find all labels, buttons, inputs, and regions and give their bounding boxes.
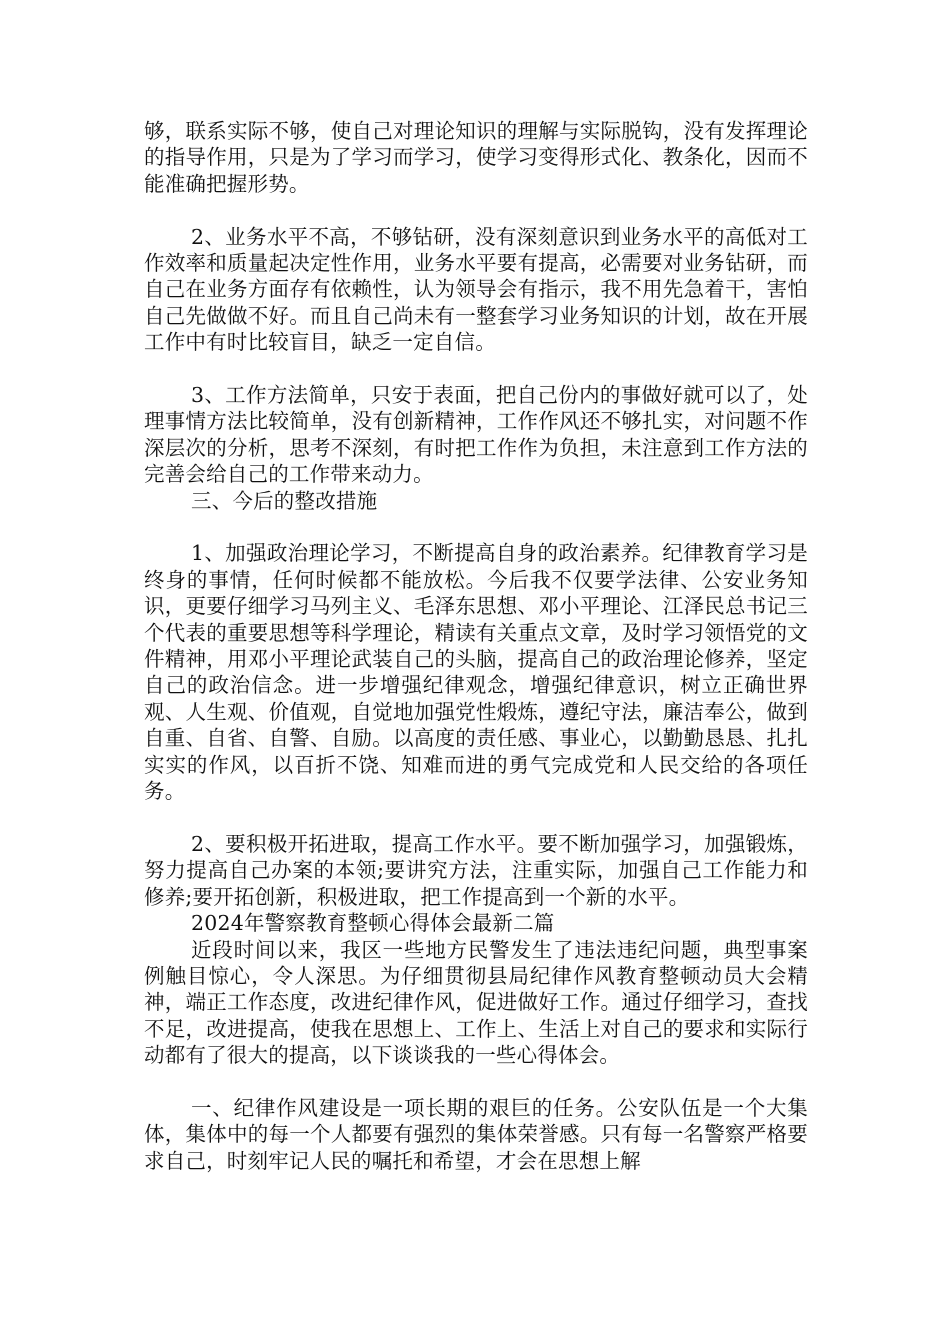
document-page — [144, 118, 808, 1174]
section-heading: 三、今后的整改措施 — [191, 488, 378, 513]
paragraph-item-2: 2、业务水平不高，不够钻研，没有深刻意识到业务水平的高低对工作效率和质量起决定性作用，业务水平要有提高，必需要对业务钻研，而自己在业务方面存有依赖性，认为领导会有指示，我不用先急着干，害怕自己先做做不好。而且自己尚未有一整套学习业务知识的计划，故在开展工作中有时比较盲目，缺乏一定自信。 — [144, 224, 808, 355]
article-title: 2024年警察教育整顿心得体会最新二篇 — [191, 911, 555, 936]
paragraph-measure-1: 1、加强政治理论学习，不断提高自身的政治素养。纪律教育学习是终身的事情，任何时候都不能放松。今后我不仅要学法律、公安业务知识，更要仔细学习马列主义、毛泽东思想、邓小平理论、江泽民总书记三个代表的重要思想等科学理论，精读有关重点文章，及时学习领悟党的文件精神，用邓小平理论武装自己的头脑，提高自己的政治理论修养，坚定自己的政治信念。进一步增强纪律观念，增强纪律意识，树立正确世界观、人生观、价值观，自觉地加强党性煅炼，遵纪守法，廉洁奉公，做到自重、自省、自警、自励。以高度的责任感、事业心，以勤勤恳恳、扎扎实实的作风，以百折不饶、知难而进的勇气完成党和人民交给的各项任务。 — [144, 541, 808, 804]
paragraph-item-3: 3、工作方法简单，只安于表面，把自己份内的事做好就可以了，处理事情方法比较简单，没有创新精神，工作作风还不够扎实，对问题不作深层次的分析，思考不深刻，有时把工作作为负担，未注意到工作方法的完善会给自己的工作带来动力。 — [144, 383, 808, 487]
paragraph-intro: 近段时间以来，我区一些地方民警发生了违法违纪问题，典型事案例触目惊心，令人深思。为仔细贯彻县局纪律作风教育整顿动员大会精神，端正工作态度，改进纪律作风，促进做好工作。通过仔细学习，查找不足，改进提高，使我在思想上、工作上、生活上对自己的要求和实际行动都有了很大的提高，以下谈谈我的一些心得体会。 — [144, 937, 808, 1068]
paragraph-continuation: 够，联系实际不够，使自己对理论知识的理解与实际脱钩，没有发挥理论的指导作用，只是为了学习而学习，使学习变得形式化、教条化，因而不能准确把握形势。 — [144, 119, 808, 196]
paragraph-measure-2: 2、要积极开拓进取，提高工作水平。要不断加强学习，加强锻炼，努力提高自己办案的本领;要讲究方法，注重实际，加强自己工作能力和修养;要开拓创新，积极进取，把工作提高到一个新的水平。 — [144, 831, 808, 909]
paragraph-point-1: 一、纪律作风建设是一项长期的艰巨的任务。公安队伍是一个大集体，集体中的每一个人都要有强烈的集体荣誉感。只有每一名警察严格要求自己，时刻牢记人民的嘱托和希望，才会在思想上解 — [144, 1095, 808, 1173]
